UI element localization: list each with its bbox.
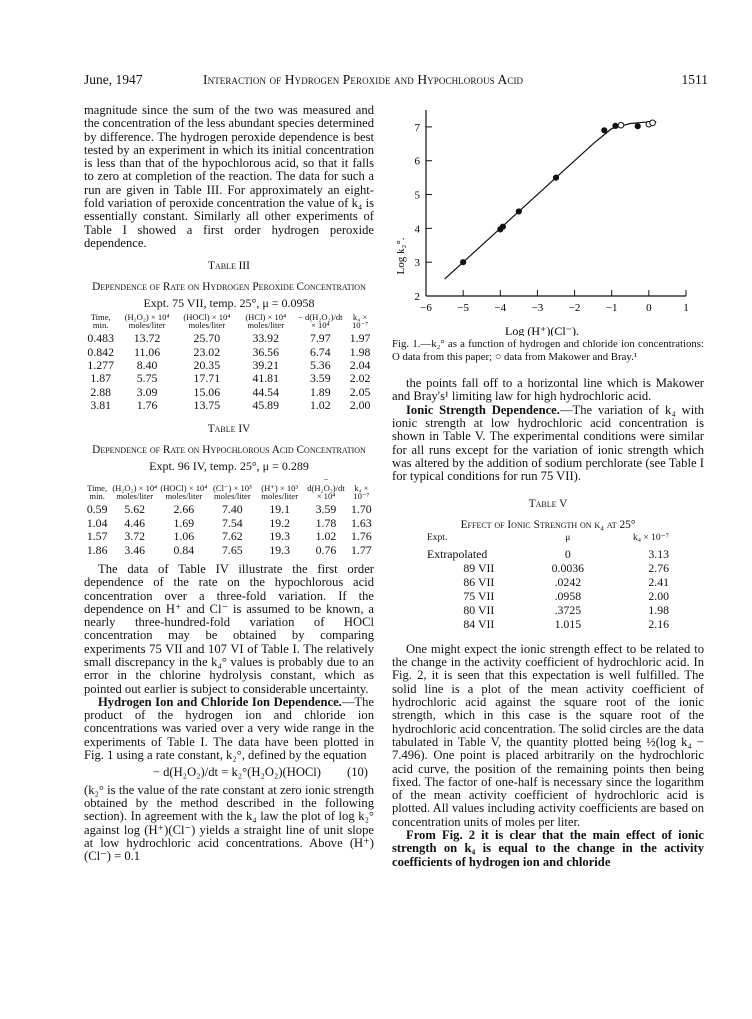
page-header xyxy=(84,72,708,90)
table-cell: 1.77 xyxy=(351,542,372,557)
table-cell: 23.02 xyxy=(193,344,221,359)
table-cell: 89 VII xyxy=(463,560,495,575)
table-cell: 1.06 xyxy=(173,529,195,544)
issue-date: June, 1947 xyxy=(84,72,143,87)
table5-col-k4: k₄ × 10⁻⁷ xyxy=(633,532,669,543)
data-point-makower-bray xyxy=(618,122,624,128)
table-cell: 3.46 xyxy=(124,542,146,557)
y-tick-label: 3 xyxy=(414,257,420,270)
table-cell: 3.59 xyxy=(309,371,331,386)
table-cell: 80 VII xyxy=(463,602,495,617)
table-row xyxy=(84,386,374,399)
table-cell: 41.81 xyxy=(252,371,279,386)
table4-col-time: Time, min. xyxy=(87,482,108,502)
table4 xyxy=(84,475,374,557)
table3-header-row xyxy=(84,313,374,333)
data-point xyxy=(516,209,521,214)
table-cell: 0.483 xyxy=(87,331,114,346)
table-cell: 1.86 xyxy=(86,542,108,557)
left-paragraph-4: (k₂° is the value of the rate constant at zero ionic strength obtained by the method described in the following section). In agreement with the k₄ law the plot of log k₂° against log (H⁺)(Cl⁻) yields a straight line of unit slope at low hydrochloric acid concentrations. Above (H⁺)(Cl⁻) = 0.1 xyxy=(84,782,374,864)
table-cell: 0.84 xyxy=(173,542,195,557)
table4-label: Table IV xyxy=(207,422,251,435)
x-tick-label: −2 xyxy=(568,302,581,314)
table-cell: 0 xyxy=(564,546,571,561)
table4-caption: Dependence of Rate on Hypochlorous Acid Concentration xyxy=(92,443,366,456)
table-row xyxy=(423,561,673,575)
table3-col-time: Time, min. xyxy=(90,311,111,331)
figure-1-plot xyxy=(392,104,704,336)
table5-col-expt: Expt. xyxy=(427,532,448,543)
table5-caption: Effect of Ionic Strength on k₄ at 25° xyxy=(460,518,636,531)
table-cell: 1.98 xyxy=(648,602,669,617)
table-cell: 3.59 xyxy=(315,502,337,517)
left-column xyxy=(84,104,374,863)
table3-conditions: Expt. 75 VII, temp. 25°, μ = 0.0958 xyxy=(143,296,315,311)
table-cell: 5.62 xyxy=(124,502,146,517)
x-tick-label: 0 xyxy=(646,302,652,314)
table-cell: .0242 xyxy=(554,574,582,589)
left-paragraph-3 xyxy=(84,696,374,762)
table-cell: 2.05 xyxy=(349,384,371,399)
table-cell: 75 VII xyxy=(463,588,495,603)
table-cell: 25.70 xyxy=(193,331,221,346)
left-paragraph-2: The data of Table IV illustrate the first order dependence of the rate on the hypochlorous acid concentration over a three-fold variation. If the dependence on H⁺ and Cl⁻ is assumed to be known, a nearly three-hundred-fold variation of HOCl concentration may be obtained by comparing experiments 75 VII and 107 VI of Table I. The relatively small discrepancy in the k₄° values is probably due to an error in the chlorine hydrolysis constant, which as pointed out earlier is subject to considerable uncertainty. xyxy=(84,561,374,696)
table3-col-hcl: (HCl) × 10⁴ moles/liter xyxy=(245,311,287,331)
table-cell: 11.06 xyxy=(133,344,161,359)
page-number: 1511 xyxy=(681,72,708,87)
table-cell: 2.02 xyxy=(349,371,371,386)
left-paragraph-3-text: —The product of the hydrogen ion and chloride ion concentrations was varied over a very wide range in the experiments of Table I. The data have been plotted in Fig. 1 using a rate constant, k₂°, defined by the equation xyxy=(84,694,374,763)
table-cell: 0.842 xyxy=(87,344,114,359)
table3-caption: Dependence of Rate on Hydrogen Peroxide Concentration xyxy=(92,281,366,294)
table-cell: 15.06 xyxy=(193,384,221,399)
y-axis-label: Log k₂°. xyxy=(395,237,407,275)
right-paragraph-1: the points fall off to a horizontal line which is Makower and Bray's¹ limiting law for high hydrochloric acid. xyxy=(392,376,704,404)
table4-col-h: (H⁺) × 10³ moles/liter xyxy=(261,482,299,502)
y-tick-label: 5 xyxy=(414,189,420,202)
table-cell: 1.277 xyxy=(87,357,114,372)
x-axis-label: Log (H⁺)(Cl⁻). xyxy=(505,324,579,336)
table-cell: 2.66 xyxy=(173,502,195,517)
table-cell: 0.0036 xyxy=(551,560,585,575)
table-cell: 39.21 xyxy=(252,357,279,372)
table5 xyxy=(423,532,673,631)
table-cell: 7.54 xyxy=(222,515,243,530)
x-tick-label: −4 xyxy=(494,302,507,314)
table3 xyxy=(84,313,374,413)
right-paragraph-2-text: —The variation of k₄ with ionic strength at low hydrochloric acid concentration is shown in Table V. The experimental conditions were similar for all runs except for the variation of ionic strength which was altered by the addition of sodium perchlorate (see Table I for typical conditions for run 75 VII). xyxy=(392,402,704,484)
table3-col-hocl: (HOCl) × 10⁴ moles/liter xyxy=(183,311,231,331)
table-row xyxy=(84,530,374,543)
equation-number: (10) xyxy=(347,765,368,780)
table-cell: 5.36 xyxy=(309,357,331,372)
x-tick-label: −5 xyxy=(457,302,470,314)
table-cell: 7.40 xyxy=(222,502,243,517)
right-paragraph-4: From Fig. 2 it is clear that the main effect of ionic strength on k₄ is equal to the change in the activity coefficients of hydrogen ion and chloride xyxy=(392,828,704,869)
table-cell: 6.74 xyxy=(309,344,331,359)
table-cell: 7.65 xyxy=(222,542,243,557)
section-heading-hydrogen-chloride: Hydrogen Ion and Chloride Ion Dependence. xyxy=(98,694,342,709)
table-cell: 33.92 xyxy=(252,331,279,346)
equation-10 xyxy=(84,766,374,779)
table3-label: Table III xyxy=(208,260,250,273)
table4-col-h2o2: (H₂O₂) × 10⁴ moles/liter xyxy=(112,482,158,502)
table-cell: 84 VII xyxy=(463,616,495,631)
table-row xyxy=(423,603,673,617)
x-tick-label: −1 xyxy=(605,302,618,314)
running-head: Interaction of Hydrogen Peroxide and Hypochlorous Acid xyxy=(203,72,524,87)
table4-conditions: Expt. 96 IV, temp. 25°, μ = 0.289 xyxy=(149,458,309,473)
right-column xyxy=(392,104,704,869)
table-cell: 1.76 xyxy=(136,398,158,413)
table-row xyxy=(423,589,673,603)
table-cell: 8.40 xyxy=(136,357,158,372)
table4-col-rate: − d(H₂O₂)/dt × 10⁴ xyxy=(307,473,345,502)
table-cell: 2.16 xyxy=(648,616,669,631)
x-tick-label: 1 xyxy=(683,302,689,314)
table-row xyxy=(423,575,673,589)
table-cell: 2.04 xyxy=(349,357,371,372)
table5-col-mu: μ xyxy=(565,532,571,543)
table-cell: 1.015 xyxy=(554,616,582,631)
table-cell: 17.71 xyxy=(193,371,221,386)
table-cell: 13.75 xyxy=(193,398,221,413)
table-cell: 2.00 xyxy=(349,398,371,413)
table-cell: 3.72 xyxy=(124,529,146,544)
table-row xyxy=(84,544,374,557)
y-tick-label: 4 xyxy=(414,223,420,236)
table-row xyxy=(84,359,374,372)
table-cell: 2.76 xyxy=(648,560,669,575)
table-cell: 1.04 xyxy=(86,515,108,530)
x-tick-label: −6 xyxy=(420,302,432,314)
table-cell: 3.09 xyxy=(136,384,158,399)
table3-col-k4: k₄ × 10⁻⁷ xyxy=(351,311,369,331)
table-cell: 1.70 xyxy=(351,502,372,517)
table-cell: 1.89 xyxy=(309,384,331,399)
fit-curve xyxy=(445,122,657,279)
table-cell: 0.76 xyxy=(315,542,337,557)
table-cell: 1.02 xyxy=(315,529,337,544)
table4-col-cl: (Cl⁻) × 10³ moles/liter xyxy=(212,482,252,502)
data-point xyxy=(553,175,558,180)
y-tick-label: 7 xyxy=(414,121,420,134)
right-paragraph-2 xyxy=(392,404,704,484)
table-row xyxy=(423,547,673,561)
table-cell: 36.56 xyxy=(252,344,279,359)
table-cell: 1.02 xyxy=(309,398,331,413)
data-point-makower-bray xyxy=(650,120,656,126)
equation-text: − d(H₂O₂)/dt = k₂°(H₂O₂)(HOCl) xyxy=(152,765,322,780)
table-cell: 13.72 xyxy=(133,331,161,346)
right-paragraph-3: One might expect the ionic strength effect to be related to the change in the activity coefficient of hydrochloric acid. In Fig. 2, it is seen that this expectation is well fulfilled. The solid line is a plot of the mean activity coefficient of hydrochloric acid against the square root of the ionic strength, which in this case is the square root of the hydrochloric acid concentration. The solid circles are the data tabulated in Table V, the quantity plotted being ½(log k₄ − 7.496). One point is placed arbitrarily on the hydrochloric acid curve, the position of the remaining points then being fixed. The factor of one-half is necessary since the logarithm of the mean activity coefficient of hydrochloric acid is plotted. All values including activity coefficients are based on concentration units of moles per liter. xyxy=(392,641,704,829)
table-cell: 19.3 xyxy=(269,529,290,544)
section-heading-ionic-strength: Ionic Strength Dependence. xyxy=(406,402,560,417)
table-cell: 3.81 xyxy=(90,398,112,413)
table-row xyxy=(84,517,374,530)
table-cell: 2.41 xyxy=(648,574,669,589)
table-cell: 1.87 xyxy=(90,371,112,386)
table-cell: 1.63 xyxy=(351,515,372,530)
table-cell: 45.89 xyxy=(252,398,279,413)
table-cell: 1.78 xyxy=(315,515,337,530)
table3-col-h2o2: (H₂O₂) × 10⁴ moles/liter xyxy=(124,311,170,331)
table-row xyxy=(84,503,374,516)
table5-header-row xyxy=(423,532,673,547)
table4-col-k4: k₄ × 10⁻⁷ xyxy=(353,482,370,502)
table-cell: 5.75 xyxy=(136,371,158,386)
table-cell: 7.97 xyxy=(309,331,331,346)
data-point xyxy=(613,123,618,128)
table-cell: 19.1 xyxy=(269,502,290,517)
table-row xyxy=(423,617,673,631)
table4-col-hocl: (HOCl) × 10⁴ moles/liter xyxy=(160,482,208,502)
table-cell: 1.97 xyxy=(349,331,371,346)
left-paragraph-1: magnitude since the sum of the two was measured and the concentration of the less abundant species determined by difference. The hydrogen peroxide dependence is best tested by an experiment in which its initial concentration is less than that of the hypochlorous acid, so that it falls to zero at completion of the reaction. The data for such a run are given in Table III. For approximately an eight-fold variation of peroxide concentration the value of k₄ is essentially constant. Similarly all other experiments of Table I showed a first order hydrogen peroxide dependence. xyxy=(84,103,374,250)
data-point xyxy=(635,124,640,129)
table-row xyxy=(84,346,374,359)
table-cell: 2.00 xyxy=(648,588,669,603)
data-point xyxy=(500,224,505,229)
y-tick-label: 6 xyxy=(414,155,420,168)
data-point xyxy=(602,128,607,133)
table-cell: .3725 xyxy=(554,602,582,617)
table-cell: 1.69 xyxy=(173,515,195,530)
table-row xyxy=(84,399,374,412)
data-point xyxy=(461,260,466,265)
table-cell: 1.57 xyxy=(86,529,108,544)
y-tick-label: 2 xyxy=(414,291,420,303)
table-cell: 44.54 xyxy=(252,384,279,399)
table-cell: 1.98 xyxy=(349,344,371,359)
x-tick-label: −3 xyxy=(531,302,544,314)
table-cell: 19.2 xyxy=(269,515,290,530)
table4-header-row xyxy=(84,475,374,503)
table3-col-rate: − d(H₂O₂)/dt × 10⁴ xyxy=(298,311,343,331)
figure-1 xyxy=(392,104,704,336)
table5-label: Table V xyxy=(528,497,568,510)
table-cell: 2.88 xyxy=(90,384,112,399)
table-cell: 0.59 xyxy=(86,502,108,517)
table-row xyxy=(84,332,374,345)
table-cell: .0958 xyxy=(554,588,582,603)
table-cell: 20.35 xyxy=(193,357,221,372)
table-row xyxy=(84,372,374,385)
table-cell: 4.46 xyxy=(124,515,146,530)
table-cell: 1.76 xyxy=(351,529,372,544)
table-cell: Extrapolated xyxy=(427,546,488,561)
table-cell: 86 VII xyxy=(463,574,495,589)
table-cell: 19.3 xyxy=(269,542,290,557)
figure-1-caption: Fig. 1.—k₂° as a function of hydrogen and chloride ion concentrations: O data from this paper; ○ data from Makower and Bray.¹ xyxy=(392,338,704,363)
table-cell: 7.62 xyxy=(222,529,243,544)
table-cell: 3.13 xyxy=(648,546,669,561)
